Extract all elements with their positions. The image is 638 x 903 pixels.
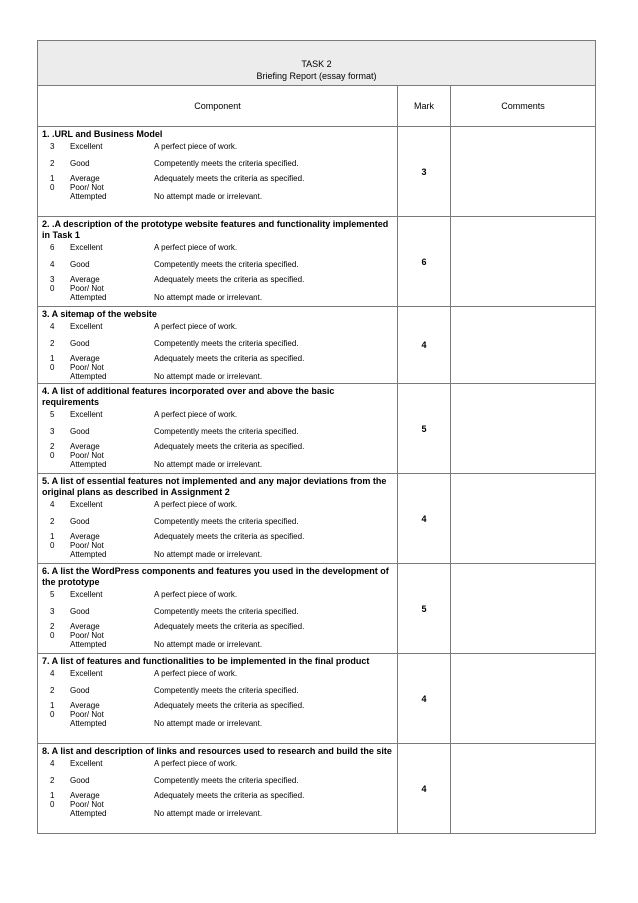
- criteria-score: 2: [50, 159, 55, 168]
- criteria-table: [38, 322, 397, 381]
- criteria-desc: Competently meets the criteria specified.: [154, 260, 299, 269]
- criteria-table: [38, 142, 397, 201]
- criteria-score: 6: [50, 243, 55, 252]
- section-row: [38, 564, 596, 654]
- criteria-level: Average: [70, 174, 100, 183]
- section-mark: 4: [398, 307, 451, 384]
- criteria-desc: A perfect piece of work.: [154, 243, 238, 252]
- section-title: 8. A list and description of links and resources used to research and build the site: [42, 746, 392, 756]
- section-mark: 4: [398, 474, 451, 564]
- criteria-row: [38, 159, 397, 174]
- criteria-score: 2: [50, 339, 55, 348]
- criteria-level: Good: [70, 607, 90, 616]
- criteria-row: [38, 541, 397, 559]
- rubric-table: [37, 40, 596, 834]
- criteria-row: [38, 631, 397, 649]
- criteria-row: [38, 669, 397, 686]
- criteria-score: 0: [50, 284, 55, 293]
- criteria-desc: A perfect piece of work.: [154, 142, 238, 151]
- criteria-level-cont: Attempted: [70, 192, 107, 201]
- section-comments[interactable]: [451, 744, 596, 834]
- criteria-score: 4: [50, 669, 55, 678]
- section-title: 2. .A description of the prototype website features and functionality implemented in Task 1: [42, 219, 389, 240]
- section-mark: 3: [398, 127, 451, 217]
- section-row: [38, 307, 596, 384]
- criteria-level: Good: [70, 427, 90, 436]
- criteria-score: 5: [50, 590, 55, 599]
- section-title: 6. A list the WordPress components and features you used in the development of the prototype: [42, 566, 389, 587]
- criteria-row: [38, 759, 397, 776]
- criteria-desc: Competently meets the criteria specified.: [154, 159, 299, 168]
- section-component-cell: [38, 384, 398, 474]
- section-comments[interactable]: [451, 384, 596, 474]
- section-comments[interactable]: [451, 307, 596, 384]
- criteria-score: 1: [50, 354, 55, 363]
- section-comments[interactable]: [451, 564, 596, 654]
- criteria-row: [38, 590, 397, 607]
- criteria-score: 0: [50, 541, 55, 550]
- criteria-level: Good: [70, 260, 90, 269]
- criteria-score: 2: [50, 776, 55, 785]
- criteria-score: 0: [50, 710, 55, 719]
- criteria-level: Good: [70, 339, 90, 348]
- criteria-row: [38, 142, 397, 159]
- criteria-desc: A perfect piece of work.: [154, 410, 238, 419]
- section-component-cell: [38, 217, 398, 307]
- criteria-desc: Adequately meets the criteria as specified.: [154, 442, 305, 451]
- criteria-row: [38, 354, 397, 363]
- criteria-level-cont: Attempted: [70, 809, 107, 818]
- criteria-score: 3: [50, 142, 55, 151]
- criteria-row: [38, 686, 397, 701]
- criteria-score: 0: [50, 363, 55, 372]
- criteria-desc: No attempt made or irrelevant.: [154, 719, 263, 728]
- criteria-row: [38, 410, 397, 427]
- section-comments[interactable]: [451, 474, 596, 564]
- header-component: Component: [38, 86, 398, 127]
- criteria-score: 3: [50, 427, 55, 436]
- criteria-score: 0: [50, 183, 55, 192]
- section-title: 1. .URL and Business Model: [42, 129, 163, 139]
- criteria-level-cont: Attempted: [70, 640, 107, 649]
- criteria-desc: No attempt made or irrelevant.: [154, 293, 263, 302]
- criteria-row: [38, 442, 397, 451]
- task-title-cell: [38, 41, 596, 86]
- section-row: [38, 127, 596, 217]
- criteria-table: [38, 669, 397, 728]
- criteria-score: 0: [50, 631, 55, 640]
- criteria-level: Excellent: [70, 590, 103, 599]
- criteria-row: [38, 183, 397, 201]
- criteria-desc: Competently meets the criteria specified.: [154, 339, 299, 348]
- criteria-score: 1: [50, 532, 55, 541]
- section-row: [38, 217, 596, 307]
- criteria-desc: Competently meets the criteria specified.: [154, 427, 299, 436]
- section-row: [38, 744, 596, 834]
- criteria-level: Average: [70, 354, 100, 363]
- criteria-level: Excellent: [70, 669, 103, 678]
- criteria-level: Good: [70, 776, 90, 785]
- criteria-level: Excellent: [70, 322, 103, 331]
- section-title: 5. A list of essential features not implemented and any major deviations from the original plans as described in Assignment 2: [42, 476, 387, 497]
- criteria-desc: Competently meets the criteria specified.: [154, 686, 299, 695]
- criteria-table: [38, 590, 397, 649]
- criteria-desc: Adequately meets the criteria as specified.: [154, 354, 305, 363]
- header-comments: Comments: [451, 86, 596, 127]
- criteria-desc: No attempt made or irrelevant.: [154, 460, 263, 469]
- criteria-score: 4: [50, 322, 55, 331]
- criteria-row: [38, 322, 397, 339]
- criteria-level: Poor/ Not: [70, 284, 104, 293]
- criteria-score: 4: [50, 260, 55, 269]
- criteria-level-cont: Attempted: [70, 372, 107, 381]
- criteria-row: [38, 427, 397, 442]
- criteria-desc: Competently meets the criteria specified.: [154, 607, 299, 616]
- criteria-row: [38, 243, 397, 260]
- criteria-row: [38, 622, 397, 631]
- criteria-level: Good: [70, 159, 90, 168]
- section-title: 3. A sitemap of the website: [42, 309, 157, 319]
- criteria-table: [38, 759, 397, 818]
- criteria-desc: A perfect piece of work.: [154, 322, 238, 331]
- criteria-row: [38, 701, 397, 710]
- section-component-cell: [38, 744, 398, 834]
- section-mark: 4: [398, 744, 451, 834]
- criteria-score: 1: [50, 791, 55, 800]
- criteria-desc: A perfect piece of work.: [154, 590, 238, 599]
- criteria-level: Average: [70, 622, 100, 631]
- criteria-table: [38, 243, 397, 302]
- criteria-row: [38, 710, 397, 728]
- criteria-score: 4: [50, 500, 55, 509]
- criteria-row: [38, 800, 397, 818]
- criteria-desc: Competently meets the criteria specified.: [154, 776, 299, 785]
- criteria-desc: A perfect piece of work.: [154, 759, 238, 768]
- criteria-level: Average: [70, 701, 100, 710]
- criteria-row: [38, 776, 397, 791]
- criteria-score: 2: [50, 442, 55, 451]
- section-title: 4. A list of additional features incorporated over and above the basic requirements: [42, 386, 335, 407]
- criteria-row: [38, 363, 397, 381]
- criteria-row: [38, 275, 397, 284]
- section-component-cell: [38, 654, 398, 744]
- criteria-score: 2: [50, 622, 55, 631]
- criteria-row: [38, 500, 397, 517]
- criteria-desc: No attempt made or irrelevant.: [154, 192, 263, 201]
- section-comments[interactable]: [451, 654, 596, 744]
- criteria-level: Poor/ Not: [70, 451, 104, 460]
- criteria-row: [38, 174, 397, 183]
- criteria-score: 3: [50, 607, 55, 616]
- section-row: [38, 384, 596, 474]
- criteria-level: Poor/ Not: [70, 363, 104, 372]
- section-title: 7. A list of features and functionalities to be implemented in the final product: [42, 656, 370, 666]
- criteria-level: Excellent: [70, 243, 103, 252]
- section-component-cell: [38, 474, 398, 564]
- criteria-level-cont: Attempted: [70, 719, 107, 728]
- criteria-score: 1: [50, 174, 55, 183]
- criteria-score: 4: [50, 759, 55, 768]
- criteria-level: Poor/ Not: [70, 710, 104, 719]
- section-mark: 5: [398, 384, 451, 474]
- criteria-table: [38, 500, 397, 559]
- criteria-desc: Competently meets the criteria specified.: [154, 517, 299, 526]
- criteria-score: 2: [50, 517, 55, 526]
- criteria-level-cont: Attempted: [70, 550, 107, 559]
- criteria-level: Excellent: [70, 500, 103, 509]
- criteria-row: [38, 791, 397, 800]
- criteria-level: Good: [70, 517, 90, 526]
- section-comments[interactable]: [451, 127, 596, 217]
- criteria-desc: No attempt made or irrelevant.: [154, 550, 263, 559]
- criteria-score: 3: [50, 275, 55, 284]
- section-component-cell: [38, 127, 398, 217]
- criteria-row: [38, 532, 397, 541]
- criteria-desc: Adequately meets the criteria as specified.: [154, 791, 305, 800]
- criteria-row: [38, 284, 397, 302]
- criteria-desc: A perfect piece of work.: [154, 669, 238, 678]
- criteria-score: 0: [50, 451, 55, 460]
- criteria-row: [38, 451, 397, 469]
- criteria-desc: Adequately meets the criteria as specified.: [154, 622, 305, 631]
- criteria-level: Average: [70, 275, 100, 284]
- criteria-level: Average: [70, 532, 100, 541]
- criteria-row: [38, 260, 397, 275]
- criteria-level: Poor/ Not: [70, 541, 104, 550]
- task-title: TASK 2: [301, 59, 332, 69]
- criteria-level: Poor/ Not: [70, 631, 104, 640]
- criteria-desc: No attempt made or irrelevant.: [154, 809, 263, 818]
- criteria-row: [38, 339, 397, 354]
- task-subtitle: Briefing Report (essay format): [256, 71, 377, 81]
- section-row: [38, 474, 596, 564]
- section-mark: 6: [398, 217, 451, 307]
- criteria-row: [38, 607, 397, 622]
- criteria-level-cont: Attempted: [70, 460, 107, 469]
- section-component-cell: [38, 307, 398, 384]
- criteria-desc: No attempt made or irrelevant.: [154, 640, 263, 649]
- criteria-level: Average: [70, 442, 100, 451]
- criteria-desc: Adequately meets the criteria as specified.: [154, 532, 305, 541]
- criteria-desc: Adequately meets the criteria as specified.: [154, 174, 305, 183]
- criteria-level: Good: [70, 686, 90, 695]
- section-component-cell: [38, 564, 398, 654]
- criteria-score: 2: [50, 686, 55, 695]
- criteria-level-cont: Attempted: [70, 293, 107, 302]
- criteria-level: Excellent: [70, 142, 103, 151]
- section-mark: 4: [398, 654, 451, 744]
- criteria-score: 5: [50, 410, 55, 419]
- criteria-score: 0: [50, 800, 55, 809]
- criteria-row: [38, 517, 397, 532]
- criteria-score: 1: [50, 701, 55, 710]
- criteria-level: Excellent: [70, 759, 103, 768]
- section-comments[interactable]: [451, 217, 596, 307]
- section-mark: 5: [398, 564, 451, 654]
- criteria-level: Poor/ Not: [70, 800, 104, 809]
- criteria-desc: Adequately meets the criteria as specified.: [154, 701, 305, 710]
- criteria-desc: No attempt made or irrelevant.: [154, 372, 263, 381]
- criteria-level: Excellent: [70, 410, 103, 419]
- section-row: [38, 654, 596, 744]
- header-mark: Mark: [398, 86, 451, 127]
- criteria-level: Poor/ Not: [70, 183, 104, 192]
- criteria-desc: A perfect piece of work.: [154, 500, 238, 509]
- criteria-level: Average: [70, 791, 100, 800]
- criteria-desc: Adequately meets the criteria as specified.: [154, 275, 305, 284]
- criteria-table: [38, 410, 397, 469]
